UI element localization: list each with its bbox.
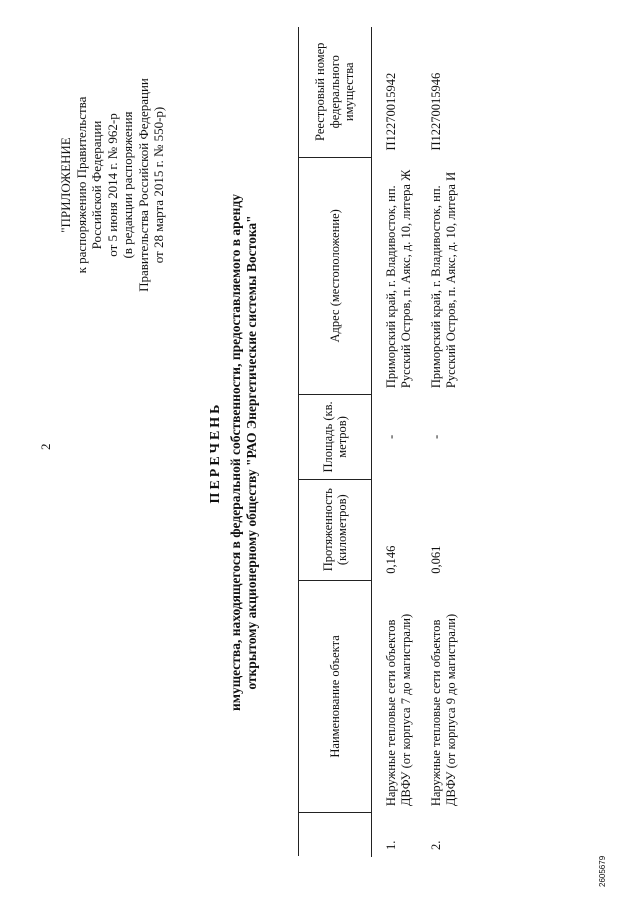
header-length: Протяженность (километров) xyxy=(299,479,372,580)
subtitle-line: имущества, находящегося в федеральной собственности, предоставляемого в аренду xyxy=(228,194,243,711)
header-area: Площадь (кв. метров) xyxy=(299,395,372,480)
table-header-row xyxy=(299,27,372,857)
cell-number: 1. xyxy=(384,840,398,850)
cell-address: Приморский край, г. Владивосток, нп. Русский Остров, п. Аякс, д. 10, литера И xyxy=(429,171,458,389)
cell-area: - xyxy=(429,434,443,440)
cell-length: 0,146 xyxy=(384,545,398,574)
appendix-line: к распоряжению Правительства xyxy=(73,96,89,274)
document-code: 2605679 xyxy=(598,855,607,887)
header-registry: Реестровый номер федерального имущества xyxy=(299,27,372,157)
table-row xyxy=(372,27,418,857)
cell-registry: П12270015946 xyxy=(429,72,443,151)
appendix-line: от 28 марта 2015 г. № 550-р) xyxy=(151,106,166,264)
cell-name: Наружные тепловые сети объектов ДВФУ (от корпуса 7 до магистрали) xyxy=(384,613,413,807)
appendix-line: от 5 июня 2014 г. № 962-р xyxy=(104,113,120,257)
appendix-header xyxy=(58,35,167,335)
page-number: 2 xyxy=(38,443,53,450)
appendix-line: Правительства Российской Федерации xyxy=(135,78,151,292)
appendix-line: (в редакции распоряжения xyxy=(120,111,135,259)
header-address: Адрес (местоположение) xyxy=(299,157,372,395)
appendix-line: "ПРИЛОЖЕНИЕ xyxy=(58,137,73,233)
document-subtitle xyxy=(228,0,260,905)
table-row xyxy=(417,27,462,857)
header-name: Наименование объекта xyxy=(299,580,372,812)
property-table xyxy=(298,27,462,857)
cell-address: Приморский край, г. Владивосток, нп. Русский Остров, п. Аякс, д. 10, литера Ж xyxy=(384,169,413,389)
cell-name: Наружные тепловые сети объектов ДВФУ (от корпуса 9 до магистрали) xyxy=(429,613,458,807)
appendix-line: Российской Федерации xyxy=(89,120,104,250)
cell-area: - xyxy=(384,434,398,440)
subtitle-line: открытому акционерному обществу "РАО Энергетические системы Востока" xyxy=(244,215,259,690)
document-title: ПЕРЕЧЕНЬ xyxy=(208,401,223,504)
header-number xyxy=(299,813,372,857)
cell-registry: П12270015942 xyxy=(384,72,398,151)
cell-length: 0,061 xyxy=(429,545,443,574)
cell-number: 2. xyxy=(429,840,443,850)
